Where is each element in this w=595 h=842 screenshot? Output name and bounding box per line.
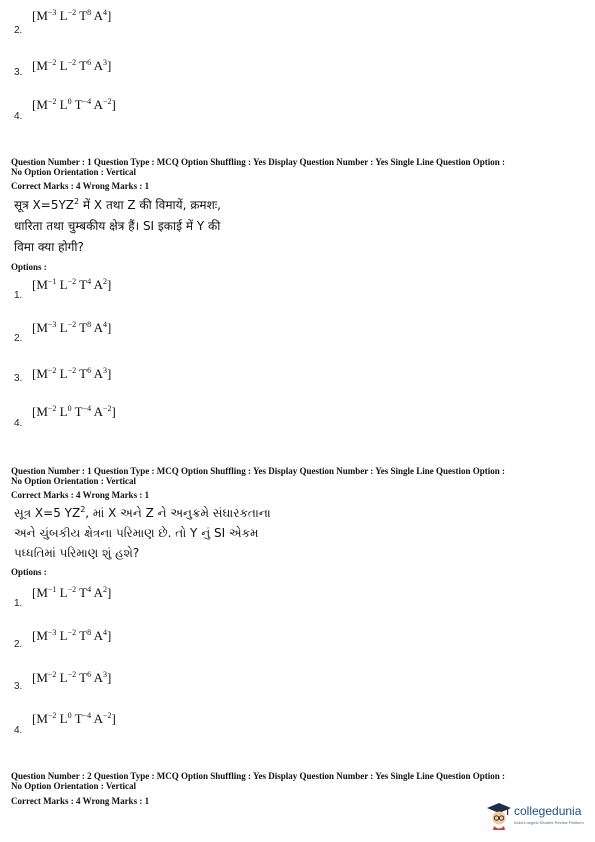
option-number: 2. — [14, 639, 23, 650]
question-text-line: અને ચુંબકીય ક્ષેત્રના પરિમાણ છે. તો Y નું SI એકમ — [14, 526, 259, 540]
option-2-expression: [$M^{-3}$ $L^{-2}$ $T^8$ $A^4$] — [32, 320, 112, 335]
question-text-line: સૂત્ર X=5 $YZ^2$, માં X અને Z ને અનુક્રમે સંઘારકતાના — [14, 505, 271, 520]
option-number: 4. — [14, 725, 23, 736]
question-meta-line: Question Number : 1 Question Type : MCQ Option Shuffling : Yes Display Question Number : Yes Single Line Question Option : — [11, 157, 505, 167]
question-meta-line: No Option Orientation : Vertical — [11, 781, 136, 791]
option-1-expression: [$M^{-1}$ $L^{-2}$ $T^4$ $A^2$] — [32, 277, 112, 292]
option-number: 1. — [14, 290, 23, 301]
option-2-expression: [$M^{-3}$ $L^{-2}$ $T^8$ $A^4$] — [32, 8, 112, 23]
option-number: 3. — [14, 67, 23, 78]
option-number: 4. — [14, 418, 23, 429]
marks-line: Correct Marks : 4 Wrong Marks : 1 — [11, 181, 150, 191]
option-number: 2. — [14, 333, 23, 344]
option-number: 2. — [14, 25, 23, 36]
options-label: Options : — [11, 567, 47, 577]
option-4-expression: [$M^{-2}$ $L^0$ $T^{-4}$ $A^{-2}$] — [32, 711, 116, 726]
option-1-expression: [$M^{-1}$ $L^{-2}$ $T^4$ $A^2$] — [32, 585, 112, 600]
question-text-line: धारिता तथा चुम्बकीय क्षेत्र हैं। SI इकाई में Y की — [14, 219, 221, 233]
question-text-line: પધ્ધતિમાં પરિમાણ શું હશે? — [14, 546, 140, 560]
option-3-expression: [$M^{-2}$ $L^{-2}$ $T^6$ $A^3$] — [32, 58, 112, 73]
question-meta-line: No Option Orientation : Vertical — [11, 476, 136, 486]
options-label: Options : — [11, 262, 47, 272]
option-4-expression: [$M^{-2}$ $L^0$ $T^{-4}$ $A^{-2}$] — [32, 404, 116, 419]
question-meta-line: Question Number : 1 Question Type : MCQ Option Shuffling : Yes Display Question Number : Yes Single Line Question Option : — [11, 466, 505, 476]
option-3-expression: [$M^{-2}$ $L^{-2}$ $T^6$ $A^3$] — [32, 366, 112, 381]
logo-tagline: India's largest Student Review Platform — [514, 820, 584, 825]
option-number: 4. — [14, 111, 23, 122]
graduate-mascot-icon — [486, 802, 512, 830]
option-number: 3. — [14, 681, 23, 692]
marks-line: Correct Marks : 4 Wrong Marks : 1 — [11, 796, 150, 806]
collegedunia-logo — [486, 800, 586, 832]
question-text-line: सूत्र $X=5YZ^2$ में X तथा Z की विमायें, क्रमशः, — [14, 197, 221, 212]
option-3-expression: [$M^{-2}$ $L^{-2}$ $T^6$ $A^3$] — [32, 670, 112, 685]
question-meta-line: Question Number : 2 Question Type : MCQ Option Shuffling : Yes Display Question Number : Yes Single Line Question Option : — [11, 771, 505, 781]
option-4-expression: [$M^{-2}$ $L^0$ $T^{-4}$ $A^{-2}$] — [32, 97, 116, 112]
logo-wordmark: collegedunia — [514, 804, 582, 818]
question-meta-line: No Option Orientation : Vertical — [11, 167, 136, 177]
option-number: 1. — [14, 598, 23, 609]
option-number: 3. — [14, 373, 23, 384]
question-text-line: विमा क्या होगी? — [14, 240, 84, 254]
option-2-expression: [$M^{-3}$ $L^{-2}$ $T^8$ $A^4$] — [32, 628, 112, 643]
marks-line: Correct Marks : 4 Wrong Marks : 1 — [11, 490, 150, 500]
